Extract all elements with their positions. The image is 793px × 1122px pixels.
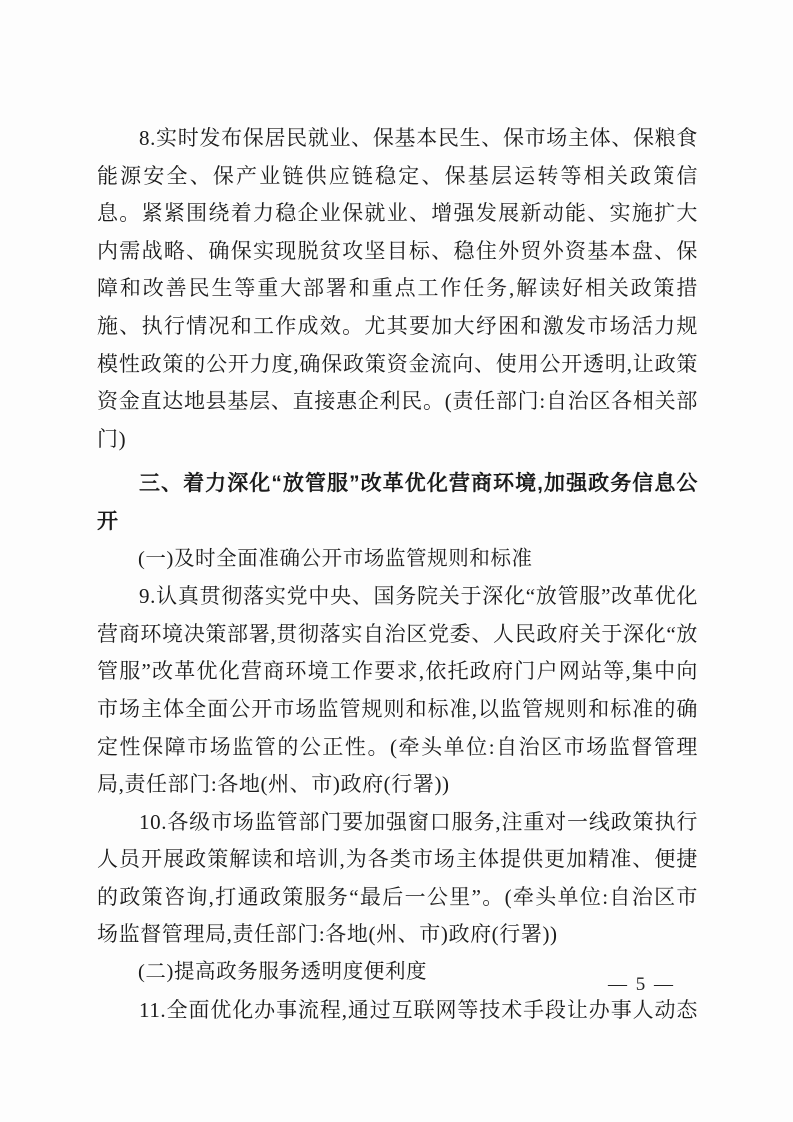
- paragraph-item-10: 10.各级市场监管部门要加强窗口服务,注重对一线政策执行人员开展政策解读和培训,为各类市场主体提供更加精准、便捷的政策咨询,打通政策服务“最后一公里”。(牵头单位:自治区市场监督管理局,责任部门:各地(州、市)政府(行署)): [97, 809, 698, 947]
- subsection-heading-1: (一)及时全面准确公开市场监管规则和标准: [138, 547, 533, 570]
- page-number: — 5 —: [608, 974, 675, 995]
- paragraph-item-9: 9.认真贯彻落实党中央、国务院关于深化“放管服”改革优化营商环境决策部署,贯彻落实自治区党委、人民政府关于深化“放管服”改革优化营商环境工作要求,依托政府门户网站等,集中向市场主体全面公开市场监管规则和标准,以监管规则和标准的确定性保障市场监管的公正性。(牵头单位:自治区市场监督管理局,责任部门:各地(州、市)政府(行署)): [97, 584, 698, 797]
- subsection-heading-2: (二)提高政务服务透明度便利度: [138, 961, 428, 984]
- paragraph-item-8: 8.实时发布保居民就业、保基本民生、保市场主体、保粮食能源安全、保产业链供应链稳定、保基层运转等相关政策信息。紧紧围绕着力稳企业保就业、增强发展新动能、实施扩大内需战略、确保实现脱贫攻坚目标、稳住外贸外资基本盘、保障和改善民生等重大部署和重点工作任务,解读好相关政策措施、执行情况和工作成效。尤其要加大纾困和激发市场活力规模性政策的公开力度,确保政策资金流向、使用公开透明,让政策资金直达地县基层、直接惠企利民。(责任部门:自治区各相关部门): [97, 126, 698, 451]
- paragraph-item-11: 11.全面优化办事流程,通过互联网等技术手段让办事人动态: [139, 997, 698, 1022]
- document-body: [97, 120, 698, 1029]
- section-heading-3: 三、着力深化“放管服”改革优化营商环境,加强政务信息公开: [97, 472, 698, 533]
